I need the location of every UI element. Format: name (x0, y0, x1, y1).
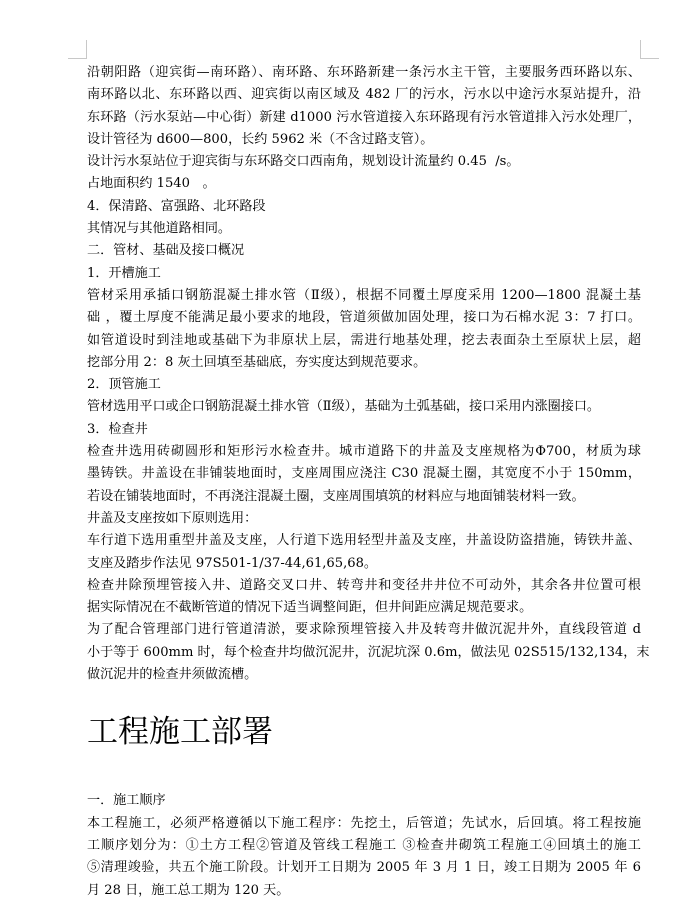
paragraph-line: 二．管材、基础及接口概况 (87, 243, 245, 259)
paragraph-line: 础 ，覆土厚度不能满足最小要求的地段，管道须做加固处理，接口为石棉水泥 3：7 打口。 (87, 310, 641, 326)
section-line: ⑤清理竣验，共五个施工阶段。计划开工日期为 2005 年 3 月 1 日，竣工日期为 2005 年 6 (87, 860, 641, 876)
paragraph-line: 东环路（污水泵站—中心街）新建 d1000 污水管道接入东环路现有污水管道排入污水处理厂， (87, 109, 641, 125)
section-line: 工顺序划分为：①土方工程②管道及管线工程施工 ③检查井砌筑工程施工④回填土的施工 (87, 837, 641, 853)
paragraph-line: 如管道设时到洼地或基础下为非原状上层，需进行地基处理，挖去表面杂土至原状上层，超 (87, 332, 641, 348)
paragraph-line: 墨铸铁。井盖设在非铺装地面时，支座周围应浇注 C30 混凝土圈，其宽度不小于 150mm， (87, 466, 641, 482)
paragraph-line: 若设在铺装地面时，不再浇注混凝土圈，支座周围填筑的材料应与地面铺装材料一致。 (87, 488, 585, 504)
paragraph-line: 小于等于 600mm 时，每个检查井均做沉泥井，沉泥坑深 0.6m，做法见 02S515/132,134，末 (87, 644, 650, 660)
paragraph-line: 2．顶管施工 (87, 377, 161, 393)
section-heading: 工程施工部署 (87, 714, 273, 751)
paragraph-line: 井盖及支座按如下原则选用： (87, 510, 258, 526)
section-line: 本工程施工，必须严格遵循以下施工程序：先挖土，后管道；先试水，后回填。将工程按施 (87, 815, 641, 831)
paragraph-line: 占地面积约 1540 。 (87, 176, 216, 192)
paragraph-line: 检查井选用砖砌圆形和矩形污水检查井。城市道路下的井盖及支座规格为Φ700，材质为球 (87, 444, 641, 460)
paragraph-line: 支座及踏步作法见 97S501-1/37-44,61,65,68。 (87, 555, 378, 571)
paragraph-line: 做沉泥井的检查井须做流槽。 (87, 667, 258, 683)
section-line: 月 28 日，施工总工期为 120 天。 (87, 882, 290, 898)
document-body (87, 62, 650, 902)
paragraph-line: 挖部分用 2：8 灰土回填至基础底，夯实度达到规范要求。 (87, 354, 427, 370)
section-gap (87, 686, 641, 712)
paragraph-line: 为了配合管理部门进行管道清淤，要求除预埋管接入井及转弯井做沉泥井外，直线段管道 d (87, 622, 641, 638)
paragraph-line: 4．保清路、富强路、北环路段 (87, 198, 266, 214)
paragraph-line: 据实际情况在不截断管道的情况下适当调整间距，但井间距应满足规范要求。 (87, 600, 533, 616)
paragraph-line: 其情况与其他道路相同。 (87, 221, 232, 237)
heading-gap (87, 752, 641, 790)
paragraph-line: 设计管径为 d600—800，长约 5962 米（不含过路支管）。 (87, 131, 434, 147)
page-corner-mark-top-left (68, 40, 87, 59)
paragraph-line: 管材采用承插口钢筋混凝土排水管（Ⅱ级），根据不同覆土厚度采用 1200—1800 混凝土基 (87, 287, 641, 303)
paragraph-line: 沿朝阳路（迎宾街—南环路）、南环路、东环路新建一条污水主干管，主要服务西环路以东、 (87, 65, 641, 80)
page-corner-mark-top-right (640, 40, 659, 59)
paragraph-line: 3．检查井 (87, 421, 148, 437)
paragraph-line: 设计污水泵站位于迎宾街与东环路交口西南角，规划设计流量约 0.45 /s。 (87, 154, 520, 170)
paragraph-line: 车行道下选用重型井盖及支座，人行道下选用轻型井盖及支座，井盖设防盗措施，铸铁井盖、 (87, 533, 641, 549)
section-line: 一．施工顺序 (87, 793, 166, 809)
paragraph-line: 检查井除预埋管接入井、道路交叉口井、转弯井和变径井井位不可动外，其余各井位置可根 (87, 577, 641, 593)
paragraph-line: 南环路以北、东环路以西、迎宾街以南区域及 482 厂的污水，污水以中途污水泵站提升，沿 (87, 87, 641, 103)
paragraph-line: 1．开槽施工 (87, 265, 161, 281)
paragraph-line: 管材选用平口或企口钢筋混凝土排水管（Ⅱ级），基础为土弧基础，接口采用内涨圈接口。 (87, 399, 601, 415)
